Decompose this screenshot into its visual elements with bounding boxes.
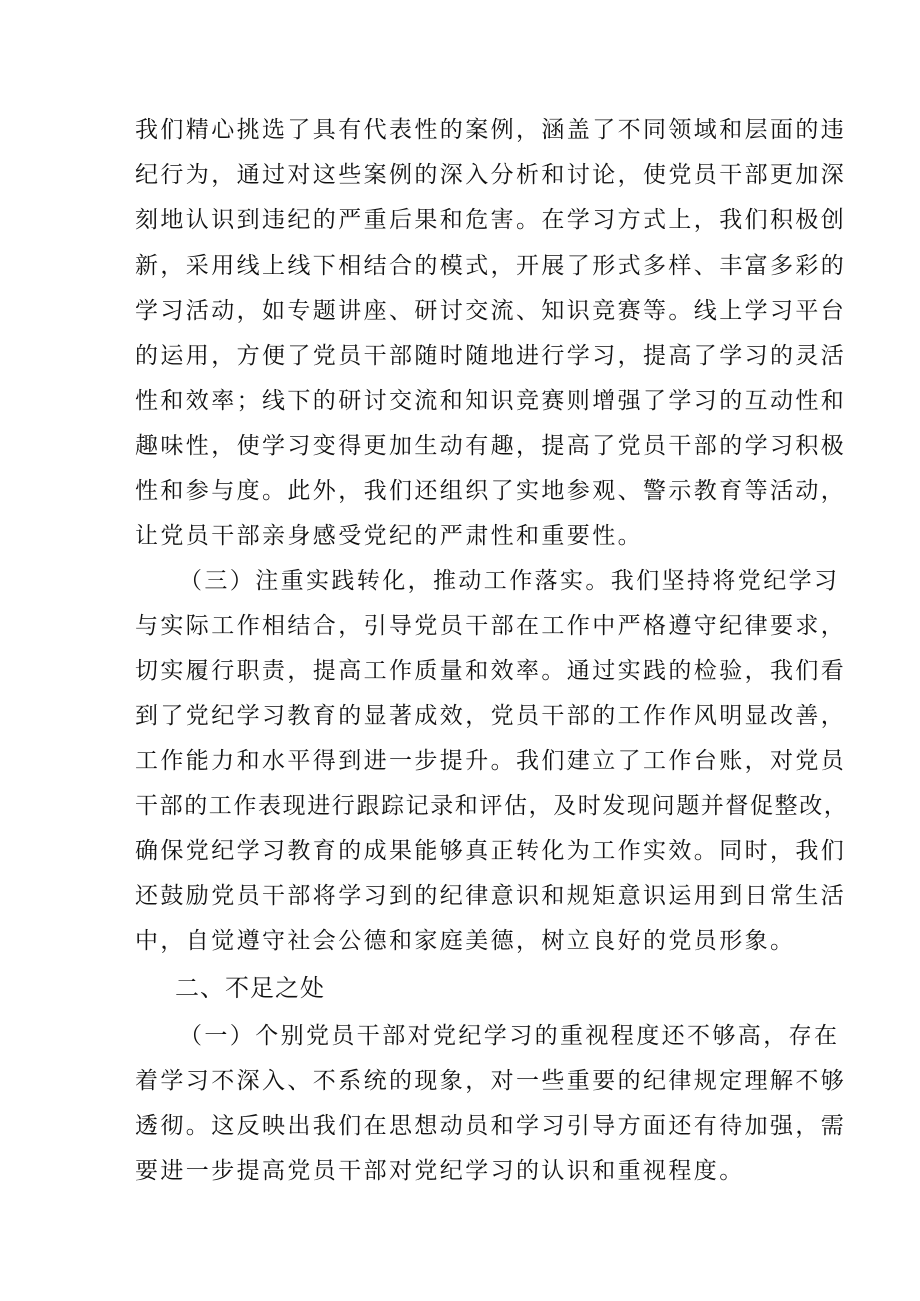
paragraph-line: 要进一步提高党员干部对党纪学习的认识和重视程度。 xyxy=(135,1158,745,1184)
paragraph-line: （一）个别党员干部对党纪学习的重视程度还不够高，存在 xyxy=(179,1023,840,1049)
paragraph-line: （三）注重实践转化，推动工作落实。我们坚持将党纪学习 xyxy=(179,568,840,594)
paragraph-line: 中，自觉遵守社会公德和家庭美德，树立良好的党员形象。 xyxy=(135,928,796,954)
paragraph-line: 性和参与度。此外，我们还组织了实地参观、警示教育等活动， xyxy=(135,478,847,504)
paragraph-line: 还鼓励党员干部将学习到的纪律意识和规矩意识运用到日常生活 xyxy=(135,883,847,909)
paragraph-line: 让党员干部亲身感受党纪的严肃性和重要性。 xyxy=(135,523,643,549)
section-heading: 二、不足之处 xyxy=(175,974,325,1002)
paragraph-line: 工作能力和水平得到进一步提升。我们建立了工作台账，对党员 xyxy=(135,748,847,774)
paragraph-line: 新，采用线上线下相结合的模式，开展了形式多样、丰富多彩的 xyxy=(135,253,847,279)
paragraph-line: 着学习不深入、不系统的现象，对一些重要的纪律规定理解不够 xyxy=(135,1068,847,1094)
paragraph-line: 确保党纪学习教育的成果能够真正转化为工作实效。同时，我们 xyxy=(135,838,847,864)
paragraph-line: 切实履行职责，提高工作质量和效率。通过实践的检验，我们看 xyxy=(135,658,847,684)
paragraph-line: 性和效率；线下的研讨交流和知识竞赛则增强了学习的互动性和 xyxy=(135,388,847,414)
paragraph-line: 与实际工作相结合，引导党员干部在工作中严格遵守纪律要求， xyxy=(135,613,847,639)
paragraph-line: 到了党纪学习教育的显著成效，党员干部的工作作风明显改善， xyxy=(135,703,847,729)
paragraph-line: 我们精心挑选了具有代表性的案例，涵盖了不同领域和层面的违 xyxy=(135,117,847,143)
paragraph-line: 纪行为，通过对这些案例的深入分析和讨论，使党员干部更加深 xyxy=(135,162,847,188)
paragraph-line: 透彻。这反映出我们在思想动员和学习引导方面还有待加强，需 xyxy=(135,1113,847,1139)
paragraph-line: 刻地认识到违纪的严重后果和危害。在学习方式上，我们积极创 xyxy=(135,207,847,233)
paragraph-line: 趣味性，使学习变得更加生动有趣，提高了党员干部的学习积极 xyxy=(135,433,847,459)
paragraph-line: 学习活动，如专题讲座、研讨交流、知识竞赛等。线上学习平台 xyxy=(135,298,847,324)
paragraph-line: 干部的工作表现进行跟踪记录和评估，及时发现问题并督促整改， xyxy=(135,793,849,819)
paragraph-line: 的运用，方便了党员干部随时随地进行学习，提高了学习的灵活 xyxy=(135,343,847,369)
